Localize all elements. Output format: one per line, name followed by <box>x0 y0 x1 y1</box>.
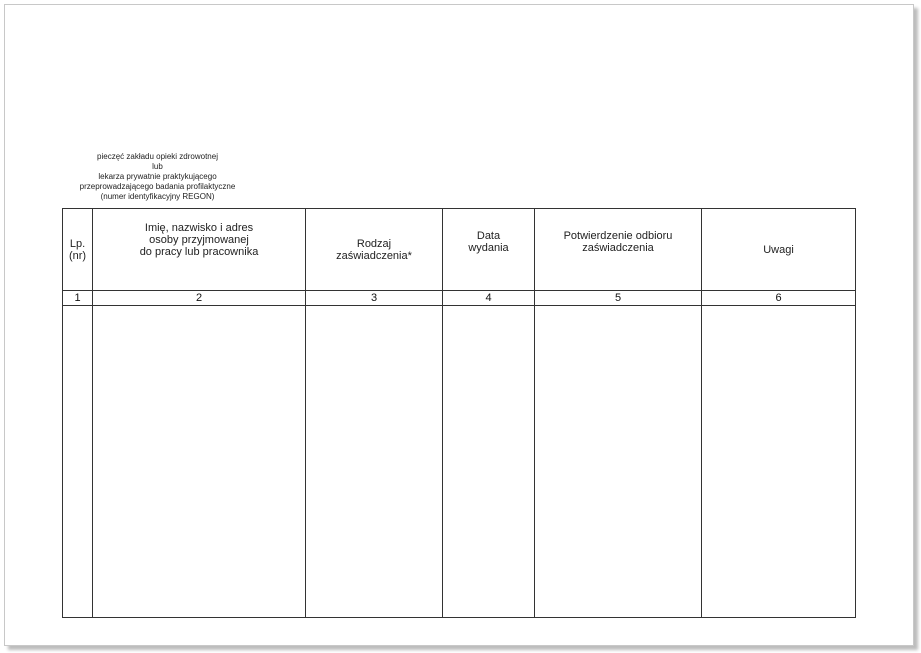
header-line: Imię, nazwisko i adres <box>144 222 254 234</box>
header-line: Rodzaj <box>356 237 392 250</box>
header-line: (nr) <box>68 249 87 262</box>
stamp-line: lub <box>152 162 163 171</box>
empty-cell <box>93 306 306 618</box>
header-lp <box>63 209 93 291</box>
stamp-line: pieczęć zakładu opieki zdrowotnej <box>97 152 218 161</box>
stamp-line: lekarza prywatnie praktykującego <box>98 172 217 181</box>
empty-cell <box>443 306 535 618</box>
certificate-register-table <box>62 208 856 618</box>
column-number: 6 <box>702 291 856 306</box>
header-line: zaświadczenia <box>582 242 654 254</box>
header-line: do pracy lub pracownika <box>139 246 259 258</box>
empty-cell <box>702 306 856 618</box>
header-issue-date <box>443 209 535 291</box>
column-number-row <box>63 291 856 306</box>
column-number: 2 <box>93 291 306 306</box>
column-number: 4 <box>443 291 535 306</box>
header-name-address <box>93 209 306 291</box>
empty-cell <box>306 306 443 618</box>
header-line: Data <box>476 230 501 242</box>
header-line: Uwagi <box>763 243 794 256</box>
table-body-row <box>63 306 856 618</box>
stamp-line: (numer identyfikacyjny REGON) <box>100 192 215 201</box>
header-line: wydania <box>468 242 509 254</box>
empty-cell <box>63 306 93 618</box>
header-line: Lp. <box>69 237 86 250</box>
header-line: osoby przyjmowanej <box>149 234 249 246</box>
stamp-line: przeprowadzającego badania profilaktyczne <box>79 182 236 191</box>
document-page <box>4 4 914 646</box>
column-number: 1 <box>63 291 93 306</box>
table-header-row <box>63 209 856 291</box>
header-certificate-type <box>306 209 443 291</box>
empty-cell <box>535 306 702 618</box>
column-number: 3 <box>306 291 443 306</box>
header-receipt-confirmation <box>535 209 702 291</box>
header-line: Potwierdzenie odbioru <box>563 230 673 242</box>
header-notes <box>702 209 856 291</box>
header-line: zaświadczenia* <box>336 249 412 262</box>
column-number: 5 <box>535 291 702 306</box>
institution-stamp-caption <box>70 152 245 202</box>
